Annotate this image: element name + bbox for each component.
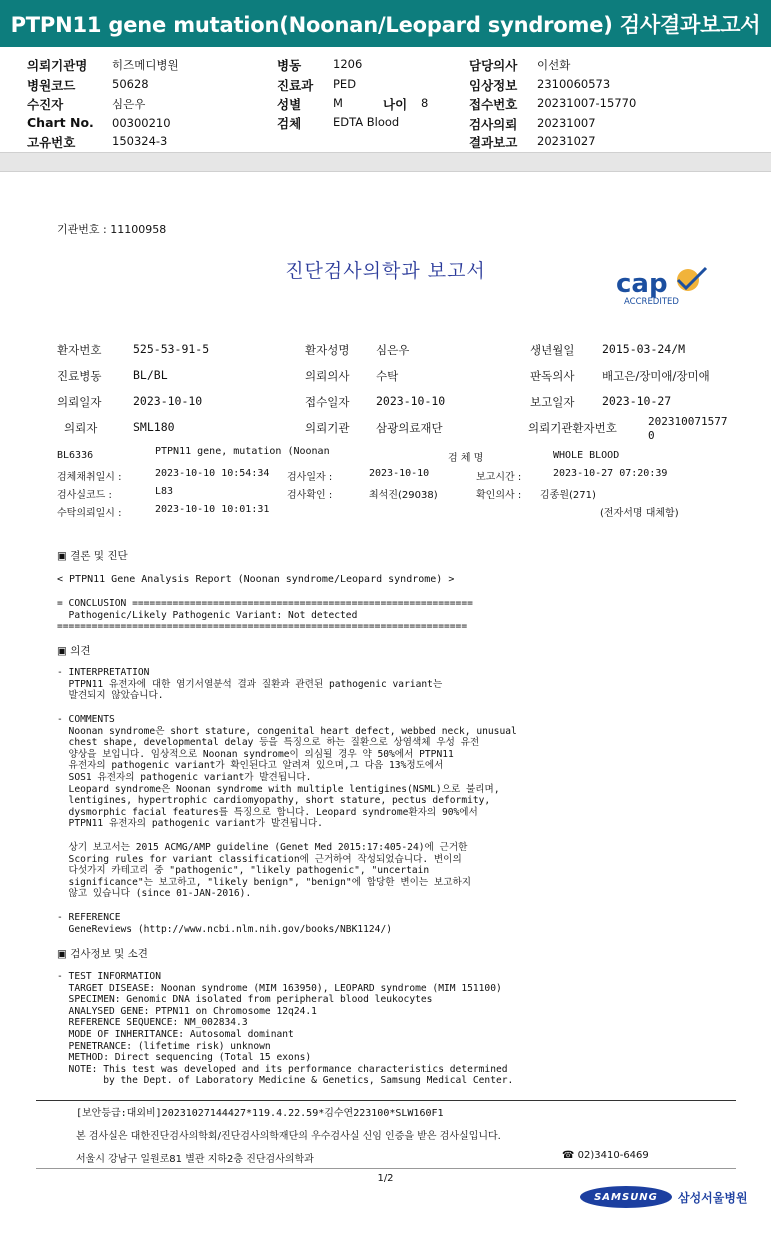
specimen-value: WHOLE BLOOD [553, 450, 620, 461]
header-label: 임상정보 [469, 78, 518, 93]
patient-label: 접수일자 [305, 395, 350, 409]
header-label: 결과보고 [469, 135, 518, 150]
report-document [0, 172, 771, 1240]
exam-name: PTPN11 gene, mutation (Noonan [155, 446, 330, 457]
conclusion-block: = CONCLUSION =========================================================== Pathogenic/Likely Pathogenic Variant: Not detected ======================================================================= [57, 598, 473, 633]
footer-divider [36, 1100, 736, 1101]
exam-label: 확인의사 : [476, 490, 522, 501]
patient-label: 환자번호 [57, 343, 102, 357]
header-label: 검체 [277, 116, 302, 131]
gene-report-title: < PTPN11 Gene Analysis Report (Noonan syndrome/Leopard syndrome) > [57, 574, 455, 585]
page-separator [0, 152, 771, 172]
address-text: 서울시 강남구 일원로81 별관 지하2층 진단검사의학과 [76, 1154, 314, 1165]
header-label: 고유번호 [27, 135, 76, 150]
specimen-label: 검 체 명 [448, 453, 484, 464]
header-label: 수진자 [27, 97, 64, 112]
electronic-signature-note: (전자서명 대체함) [600, 508, 679, 519]
hospital-name: 삼성서울병원 [678, 1190, 748, 1205]
section-heading: ▣ 검사정보 및 소견 [57, 948, 148, 960]
exam-value: 2023-10-10 [369, 468, 430, 479]
header-label: 병원코드 [27, 78, 76, 93]
report-title: PTPN11 gene mutation(Noonan/Leopard syndrome) 검사결과보고서 [0, 0, 771, 47]
phone-text: ☎ 02)3410-6469 [562, 1150, 649, 1161]
patient-value: 2023-10-10 [133, 394, 203, 408]
header-value: 1206 [333, 57, 363, 71]
test-information-block: - TEST INFORMATION TARGET DISEASE: Noonan syndrome (MIM 163950), LEOPARD syndrome (MIM 151100) SPECIMEN: Genomic DNA isolated from peripheral blood leukocytes ANALYSED GENE: PTPN11 on Chromosome 12q24.1 REFERENCE SEQUENCE: NM_002834.3 MODE OF INHERITANCE: Autosomal dominant PENETRANCE: (lifetime risk) unknown METHOD: Direct sequencing (Total 15 exons) NOTE: This test was developed and its performance characteristics determined by the Dept. of Laboratory Medicine & Genetics, Samsung Medical Center. [57, 971, 514, 1087]
patient-value: 525-53-91-5 [133, 342, 210, 356]
header-value: M [333, 96, 343, 110]
header-value: PED [333, 77, 357, 91]
document-title: 진단검사의학과 보고서 [285, 260, 486, 282]
patient-value: 2023-10-10 [376, 394, 446, 408]
patient-label: 의뢰기관환자번호 [528, 421, 617, 435]
patient-value: 0 [648, 429, 655, 442]
cap-accredited-logo [612, 264, 712, 308]
header-label: 성별 [277, 97, 302, 112]
reference-block: - REFERENCE GeneReviews (http://www.ncbi.nlm.nih.gov/books/NBK1124/) [57, 912, 393, 935]
exam-label: 검사확인 : [287, 490, 333, 501]
patient-label: 보고일자 [530, 395, 575, 409]
header-label: 의뢰기관명 [27, 58, 88, 73]
header-value: 20231007 [537, 116, 596, 130]
patient-value: 심은우 [376, 343, 410, 357]
patient-value: BL/BL [133, 368, 168, 382]
certification-text: 본 검사실은 대한진단검사의학회/진단검사의학재단의 우수검사실 신임 인증을 받은 검사실입니다. [76, 1131, 501, 1142]
header-value: 심은우 [112, 97, 146, 111]
header-value: 이선화 [537, 58, 571, 72]
comments-block: - COMMENTS Noonan syndrome은 short stature, congenital heart defect, webbed neck, unusual chest shape, developmental delay 등을 특징으로 하는 질환으로 상염색체 우성 유전 양상을 보입니다. 임상적으로 Noonan syndrome이 의심될 경우 약 50%에서 PTPN11 유전자의 pathogenic variant가 확인된다고 알려져 있으며,그 다음 13%정도에서 SOS1 유전자의 pathogenic variant가 발견됩니다. Leopard syndrome은 Noonan syndrome with multiple lentigines(NSML)으로 불리며, lentigines, hypertrophic cardiomyopathy, short stature, pectus deformity, dysmorphic facial features를 특징으로 합니다. Leopard syndrome환자의 90%에서 PTPN11 유전자의 pathogenic variant가 발견됩니다. [57, 714, 517, 830]
exam-value: 김종원(271) [540, 490, 596, 501]
patient-value: SML180 [133, 420, 175, 434]
header-value: 20231027 [537, 134, 596, 148]
patient-label: 의뢰의사 [305, 369, 350, 383]
patient-label: 환자성명 [305, 343, 350, 357]
exam-value: 2023-10-27 07:20:39 [553, 468, 668, 479]
patient-label: 판독의사 [530, 369, 575, 383]
section-heading: ▣ 의견 [57, 645, 91, 657]
patient-label: 의뢰기관 [305, 421, 350, 435]
exam-value: L83 [155, 486, 174, 497]
patient-value: 배고은/장미애/장미애 [602, 369, 710, 383]
exam-label: 검체채취일시 : [57, 472, 122, 483]
exam-code: BL6336 [57, 450, 94, 461]
header-label: 담당의사 [469, 58, 518, 73]
patient-value: 수탁 [376, 369, 399, 383]
exam-label: 보고시간 : [476, 472, 522, 483]
patient-label: 의뢰일자 [57, 395, 102, 409]
cap-logo-text: cap [616, 269, 668, 299]
patient-value: 삼광의료재단 [376, 421, 443, 435]
exam-label: 수탁의뢰일시 : [57, 508, 122, 519]
patient-value: 202310071577 [648, 415, 728, 428]
footer-divider [36, 1168, 736, 1169]
header-label: 검사의뢰 [469, 117, 518, 132]
security-line: [보안등급:대외비]20231027144427*119.4.22.59*김수연223100*SLW160F1 [76, 1108, 444, 1119]
patient-label: 의뢰자 [64, 421, 98, 435]
header-value: 150324-3 [112, 134, 168, 148]
patient-value: 2023-10-27 [602, 394, 672, 408]
header-label: 접수번호 [469, 97, 518, 112]
header-value: 8 [421, 96, 429, 110]
guideline-block: 상기 보고서는 2015 ACMG/AMP guideline (Genet Med 2015:17:405-24)에 근거한 Scoring rules for variant classification에 근거하여 작성되었습니다. 변이의 다섯가지 카테고리 중 "pathogenic", "likely pathogenic", "uncertain significance"는 보고하고, "likely benign", "benign"에 합당한 변이는 보고하지 않고 있습니다 (since 01-JAN-2016). [68, 842, 471, 900]
samsung-logo-mark: SAMSUNG [580, 1186, 672, 1208]
exam-value: 2023-10-10 10:54:34 [155, 468, 270, 479]
header-label: 진료과 [277, 78, 314, 93]
header-value: EDTA Blood [333, 115, 400, 129]
header-label: 병동 [277, 58, 302, 73]
header-label: Chart No. [27, 115, 94, 130]
exam-value: 최석진(29038) [369, 490, 438, 501]
section-heading: ▣ 결론 및 진단 [57, 550, 128, 562]
patient-label: 생년월일 [530, 343, 575, 357]
header-info [0, 52, 771, 152]
header-value: 20231007-15770 [537, 96, 637, 110]
institution-number: 기관번호 : 11100958 [57, 223, 167, 236]
patient-label: 진료병동 [57, 369, 102, 383]
exam-label: 검사실코드 : [57, 490, 112, 501]
header-value: 2310060573 [537, 77, 611, 91]
page-number: 1/2 [377, 1173, 394, 1184]
interpretation-block: - INTERPRETATION PTPN11 유전자에 대한 염기서열분석 결과 질환과 관련된 pathogenic variant는 발견되지 않았습니다. [57, 667, 443, 702]
exam-label: 검사일자 : [287, 472, 333, 483]
patient-value: 2015-03-24/M [602, 342, 686, 356]
exam-value: 2023-10-10 10:01:31 [155, 504, 270, 515]
header-label: 나이 [383, 97, 408, 112]
header-value: 00300210 [112, 116, 171, 130]
cap-logo-sub: ACCREDITED [624, 297, 679, 307]
samsung-hospital-logo [580, 1186, 748, 1208]
header-value: 50628 [112, 77, 149, 91]
header-value: 히즈메디병원 [112, 58, 179, 72]
